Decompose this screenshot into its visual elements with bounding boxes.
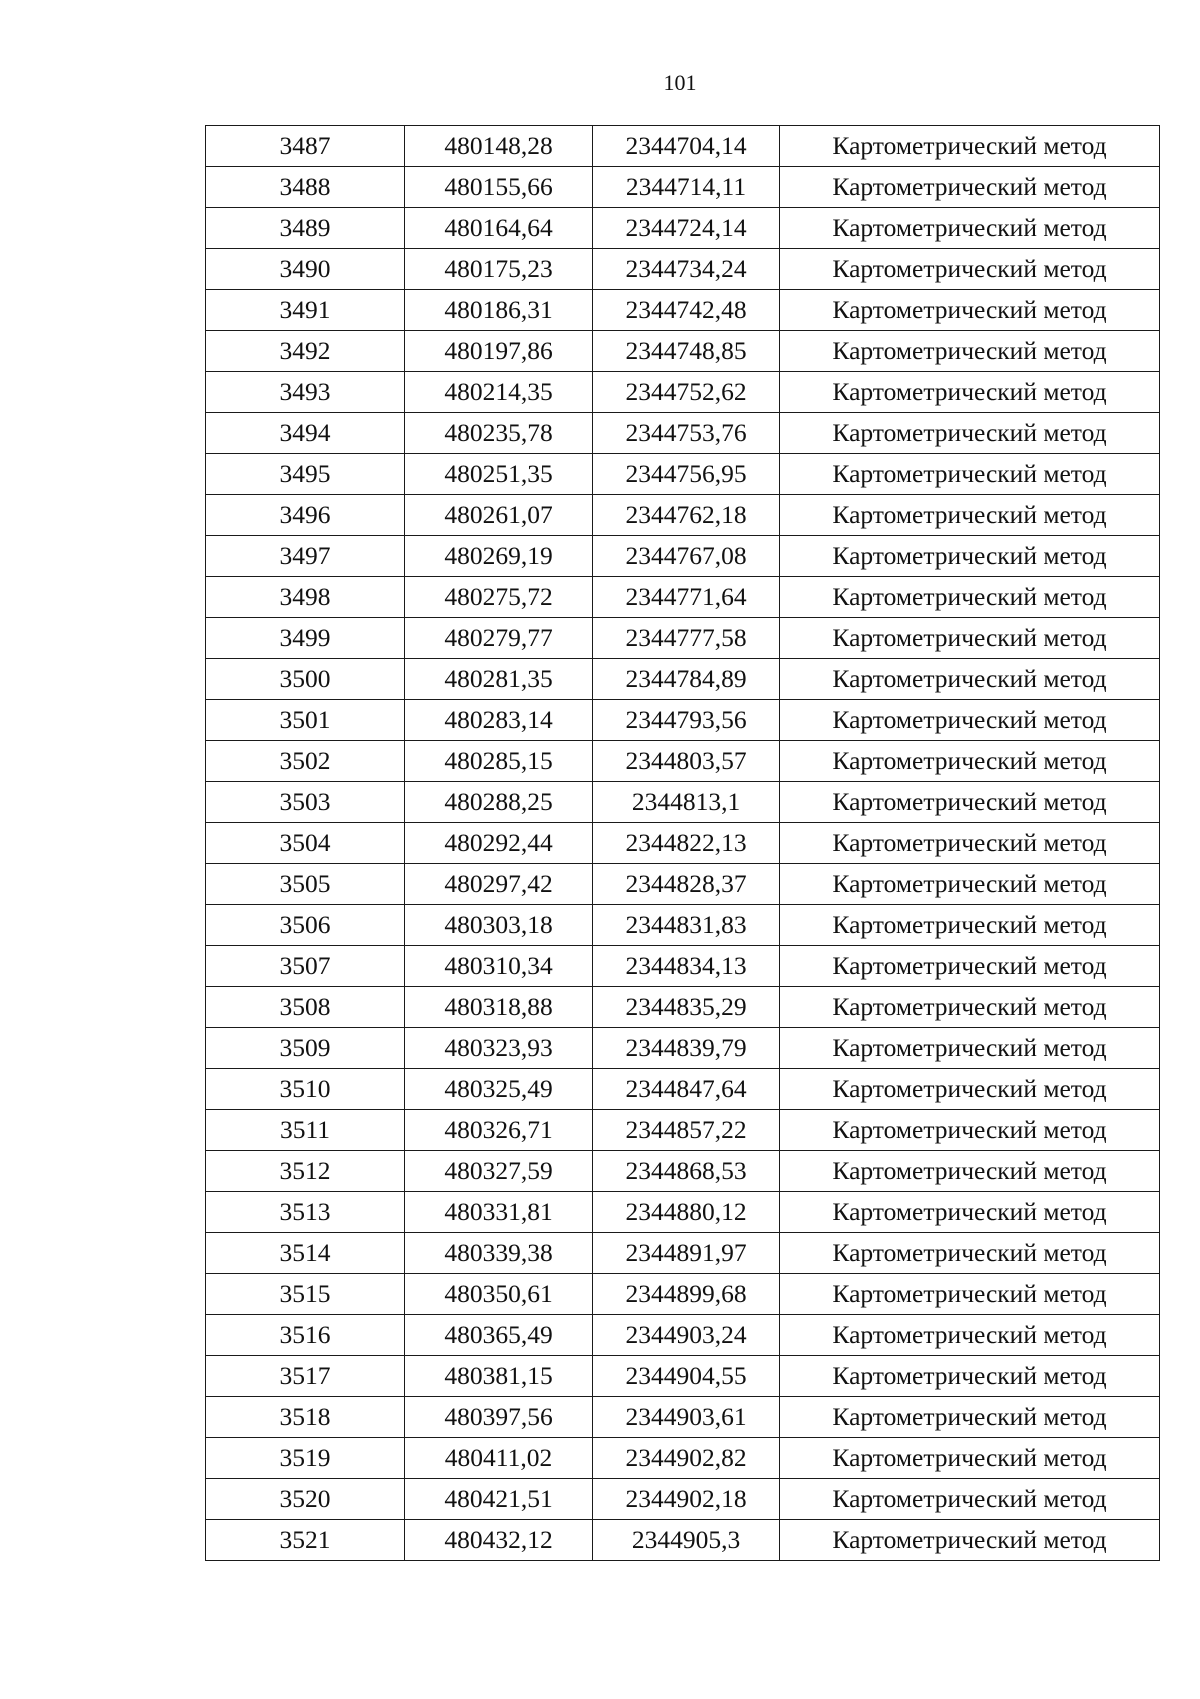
table-row [206, 413, 1160, 454]
table-row [206, 249, 1160, 290]
x-coordinate-cell: 480214,35 [405, 372, 593, 413]
table-row [206, 1192, 1160, 1233]
y-coordinate-cell: 2344902,82 [593, 1438, 780, 1479]
x-coordinate-cell: 480411,02 [405, 1438, 593, 1479]
y-coordinate-cell: 2344813,1 [593, 782, 780, 823]
method-cell: Картометрический метод [780, 167, 1160, 208]
y-coordinate-cell: 2344734,24 [593, 249, 780, 290]
x-coordinate-cell: 480381,15 [405, 1356, 593, 1397]
y-coordinate-cell: 2344742,48 [593, 290, 780, 331]
method-cell: Картометрический метод [780, 741, 1160, 782]
method-cell: Картометрический метод [780, 1397, 1160, 1438]
method-cell: Картометрический метод [780, 1479, 1160, 1520]
table-row [206, 208, 1160, 249]
method-cell: Картометрический метод [780, 577, 1160, 618]
point-number-cell: 3503 [206, 782, 405, 823]
table-row [206, 1438, 1160, 1479]
point-number-cell: 3504 [206, 823, 405, 864]
y-coordinate-cell: 2344903,61 [593, 1397, 780, 1438]
point-number-cell: 3491 [206, 290, 405, 331]
table-row [206, 905, 1160, 946]
x-coordinate-cell: 480325,49 [405, 1069, 593, 1110]
point-number-cell: 3521 [206, 1520, 405, 1561]
method-cell: Картометрический метод [780, 618, 1160, 659]
y-coordinate-cell: 2344822,13 [593, 823, 780, 864]
y-coordinate-cell: 2344756,95 [593, 454, 780, 495]
y-coordinate-cell: 2344784,89 [593, 659, 780, 700]
y-coordinate-cell: 2344767,08 [593, 536, 780, 577]
y-coordinate-cell: 2344771,64 [593, 577, 780, 618]
point-number-cell: 3499 [206, 618, 405, 659]
table-row [206, 1151, 1160, 1192]
method-cell: Картометрический метод [780, 700, 1160, 741]
y-coordinate-cell: 2344904,55 [593, 1356, 780, 1397]
table-row [206, 659, 1160, 700]
x-coordinate-cell: 480310,34 [405, 946, 593, 987]
table-row [206, 618, 1160, 659]
y-coordinate-cell: 2344839,79 [593, 1028, 780, 1069]
table-row [206, 1274, 1160, 1315]
x-coordinate-cell: 480432,12 [405, 1520, 593, 1561]
method-cell: Картометрический метод [780, 249, 1160, 290]
y-coordinate-cell: 2344903,24 [593, 1315, 780, 1356]
x-coordinate-cell: 480297,42 [405, 864, 593, 905]
y-coordinate-cell: 2344793,56 [593, 700, 780, 741]
table-row [206, 331, 1160, 372]
table-row [206, 823, 1160, 864]
x-coordinate-cell: 480303,18 [405, 905, 593, 946]
x-coordinate-cell: 480235,78 [405, 413, 593, 454]
method-cell: Картометрический метод [780, 659, 1160, 700]
table-row [206, 1069, 1160, 1110]
point-number-cell: 3517 [206, 1356, 405, 1397]
method-cell: Картометрический метод [780, 208, 1160, 249]
point-number-cell: 3508 [206, 987, 405, 1028]
point-number-cell: 3487 [206, 126, 405, 167]
x-coordinate-cell: 480164,64 [405, 208, 593, 249]
x-coordinate-cell: 480421,51 [405, 1479, 593, 1520]
point-number-cell: 3489 [206, 208, 405, 249]
x-coordinate-cell: 480281,35 [405, 659, 593, 700]
method-cell: Картометрический метод [780, 782, 1160, 823]
method-cell: Картометрический метод [780, 454, 1160, 495]
table-row [206, 372, 1160, 413]
method-cell: Картометрический метод [780, 372, 1160, 413]
y-coordinate-cell: 2344857,22 [593, 1110, 780, 1151]
y-coordinate-cell: 2344714,11 [593, 167, 780, 208]
x-coordinate-cell: 480288,25 [405, 782, 593, 823]
point-number-cell: 3500 [206, 659, 405, 700]
method-cell: Картометрический метод [780, 864, 1160, 905]
x-coordinate-cell: 480197,86 [405, 331, 593, 372]
x-coordinate-cell: 480365,49 [405, 1315, 593, 1356]
y-coordinate-cell: 2344847,64 [593, 1069, 780, 1110]
point-number-cell: 3506 [206, 905, 405, 946]
method-cell: Картометрический метод [780, 1233, 1160, 1274]
point-number-cell: 3511 [206, 1110, 405, 1151]
y-coordinate-cell: 2344803,57 [593, 741, 780, 782]
method-cell: Картометрический метод [780, 290, 1160, 331]
x-coordinate-cell: 480292,44 [405, 823, 593, 864]
table-row [206, 1479, 1160, 1520]
point-number-cell: 3501 [206, 700, 405, 741]
x-coordinate-cell: 480327,59 [405, 1151, 593, 1192]
y-coordinate-cell: 2344748,85 [593, 331, 780, 372]
point-number-cell: 3498 [206, 577, 405, 618]
x-coordinate-cell: 480155,66 [405, 167, 593, 208]
x-coordinate-cell: 480326,71 [405, 1110, 593, 1151]
y-coordinate-cell: 2344704,14 [593, 126, 780, 167]
table-row [206, 864, 1160, 905]
y-coordinate-cell: 2344891,97 [593, 1233, 780, 1274]
point-number-cell: 3494 [206, 413, 405, 454]
point-number-cell: 3509 [206, 1028, 405, 1069]
table-row [206, 1356, 1160, 1397]
method-cell: Картометрический метод [780, 1438, 1160, 1479]
method-cell: Картометрический метод [780, 331, 1160, 372]
y-coordinate-cell: 2344835,29 [593, 987, 780, 1028]
point-number-cell: 3507 [206, 946, 405, 987]
x-coordinate-cell: 480261,07 [405, 495, 593, 536]
point-number-cell: 3488 [206, 167, 405, 208]
table-row [206, 577, 1160, 618]
x-coordinate-cell: 480186,31 [405, 290, 593, 331]
point-number-cell: 3497 [206, 536, 405, 577]
y-coordinate-cell: 2344828,37 [593, 864, 780, 905]
x-coordinate-cell: 480251,35 [405, 454, 593, 495]
x-coordinate-cell: 480275,72 [405, 577, 593, 618]
table-row [206, 167, 1160, 208]
x-coordinate-cell: 480285,15 [405, 741, 593, 782]
point-number-cell: 3492 [206, 331, 405, 372]
y-coordinate-cell: 2344762,18 [593, 495, 780, 536]
point-number-cell: 3495 [206, 454, 405, 495]
method-cell: Картометрический метод [780, 905, 1160, 946]
x-coordinate-cell: 480175,23 [405, 249, 593, 290]
method-cell: Картометрический метод [780, 413, 1160, 454]
table-row [206, 1315, 1160, 1356]
table-row [206, 1397, 1160, 1438]
method-cell: Картометрический метод [780, 1192, 1160, 1233]
x-coordinate-cell: 480397,56 [405, 1397, 593, 1438]
y-coordinate-cell: 2344880,12 [593, 1192, 780, 1233]
x-coordinate-cell: 480279,77 [405, 618, 593, 659]
x-coordinate-cell: 480323,93 [405, 1028, 593, 1069]
point-number-cell: 3518 [206, 1397, 405, 1438]
point-number-cell: 3510 [206, 1069, 405, 1110]
x-coordinate-cell: 480339,38 [405, 1233, 593, 1274]
y-coordinate-cell: 2344831,83 [593, 905, 780, 946]
table-row [206, 454, 1160, 495]
method-cell: Картометрический метод [780, 823, 1160, 864]
method-cell: Картометрический метод [780, 1315, 1160, 1356]
point-number-cell: 3516 [206, 1315, 405, 1356]
method-cell: Картометрический метод [780, 1028, 1160, 1069]
point-number-cell: 3519 [206, 1438, 405, 1479]
point-number-cell: 3512 [206, 1151, 405, 1192]
page-number: 101 [663, 70, 697, 95]
method-cell: Картометрический метод [780, 1151, 1160, 1192]
point-number-cell: 3515 [206, 1274, 405, 1315]
point-number-cell: 3502 [206, 741, 405, 782]
method-cell: Картометрический метод [780, 1110, 1160, 1151]
x-coordinate-cell: 480283,14 [405, 700, 593, 741]
point-number-cell: 3496 [206, 495, 405, 536]
method-cell: Картометрический метод [780, 987, 1160, 1028]
x-coordinate-cell: 480148,28 [405, 126, 593, 167]
point-number-cell: 3490 [206, 249, 405, 290]
coordinates-table [205, 125, 1160, 1561]
x-coordinate-cell: 480318,88 [405, 987, 593, 1028]
y-coordinate-cell: 2344753,76 [593, 413, 780, 454]
table-body [206, 126, 1160, 1561]
x-coordinate-cell: 480350,61 [405, 1274, 593, 1315]
point-number-cell: 3505 [206, 864, 405, 905]
method-cell: Картометрический метод [780, 946, 1160, 987]
method-cell: Картометрический метод [780, 126, 1160, 167]
method-cell: Картометрический метод [780, 536, 1160, 577]
y-coordinate-cell: 2344724,14 [593, 208, 780, 249]
table-row [206, 700, 1160, 741]
point-number-cell: 3514 [206, 1233, 405, 1274]
table-row [206, 782, 1160, 823]
point-number-cell: 3493 [206, 372, 405, 413]
method-cell: Картометрический метод [780, 1520, 1160, 1561]
table-row [206, 290, 1160, 331]
table-row [206, 536, 1160, 577]
table-row [206, 495, 1160, 536]
point-number-cell: 3513 [206, 1192, 405, 1233]
y-coordinate-cell: 2344899,68 [593, 1274, 780, 1315]
table-row [206, 1028, 1160, 1069]
table-row [206, 1233, 1160, 1274]
table-row [206, 126, 1160, 167]
y-coordinate-cell: 2344905,3 [593, 1520, 780, 1561]
method-cell: Картометрический метод [780, 1274, 1160, 1315]
method-cell: Картометрический метод [780, 1069, 1160, 1110]
y-coordinate-cell: 2344834,13 [593, 946, 780, 987]
y-coordinate-cell: 2344752,62 [593, 372, 780, 413]
y-coordinate-cell: 2344902,18 [593, 1479, 780, 1520]
table-row [206, 987, 1160, 1028]
method-cell: Картометрический метод [780, 1356, 1160, 1397]
point-number-cell: 3520 [206, 1479, 405, 1520]
table-row [206, 1520, 1160, 1561]
table-row [206, 1110, 1160, 1151]
y-coordinate-cell: 2344777,58 [593, 618, 780, 659]
x-coordinate-cell: 480331,81 [405, 1192, 593, 1233]
method-cell: Картометрический метод [780, 495, 1160, 536]
table-row [206, 946, 1160, 987]
y-coordinate-cell: 2344868,53 [593, 1151, 780, 1192]
table-row [206, 741, 1160, 782]
x-coordinate-cell: 480269,19 [405, 536, 593, 577]
